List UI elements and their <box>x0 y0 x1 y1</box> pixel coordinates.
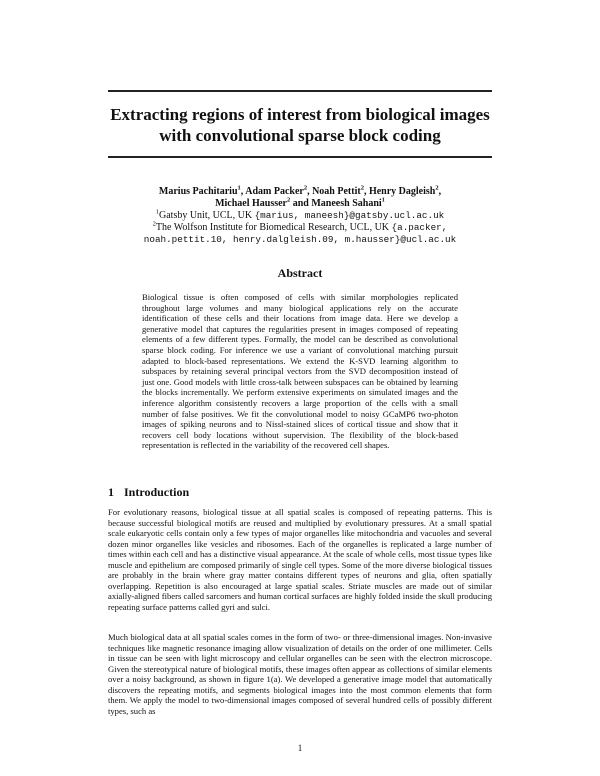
affiliation-marker: 2 <box>152 220 156 228</box>
affiliation-marker: 1 <box>381 196 385 204</box>
abstract-heading: Abstract <box>277 266 323 280</box>
paper-title <box>80 104 520 146</box>
author-name: , Noah Pettit <box>307 186 361 197</box>
affiliation-text: The Wolfson Institute for Biomedical Research, UCL, UK <box>155 222 392 233</box>
author-separator: , <box>438 186 442 197</box>
intro-paragraph-2: Much biological data at all spatial scales comes in the form of two- or three-dimensional images. Non-invasive techniques like magnetic resonance imaging allow visualization of details on the order of one millimeter. Cells in tissue can be seen with light microscopy and cellular organelles can be seen with the electron microscope. Given the stereotypical nature of biological motifs, these images often appear as collections of similar elements over a noisy background, as shown in figure 1(a). We developed a generative image model that automatically discovers the repeating motifs, and segments biological images into the most common elements that form them. We apply the model to two-dimensional images composed of several hundred cells of possibly different types, such as <box>108 632 492 716</box>
author-block <box>80 186 520 246</box>
abstract-text: Biological tissue is often composed of cells with similar morphologies replicated throughout large volumes and many biological applications rely on the accurate identification of these cells and their locations from image data. Here we develop a generative model that captures the regularities present in images composed of repeating elements of a few different types. Formally, the model can be described as convolutional sparse block coding. For inference we use a variant of convolutional matching pursuit adapted to block-based representations. We extend the K-SVD learning algorithm to subspaces by retaining several principal vectors from the SVD decomposition instead of just one. Good models with little cross-talk between subspaces can be obtained by learning the blocks incrementally. We perform extensive experiments on simulated images and the inference algorithm consistently recovers a large proportion of the cells with a small number of false positives. We fit the convolutional model to noisy GCaMP6 two-photon images of spiking neurons and to Nissl-stained slices of cortical tissue and show that it recovers cell body locations without supervision. The flexibility of the block-based representation is reflected in the variability of the recovered cell shapes. <box>142 292 458 451</box>
email-list: noah.pettit.10, henry.dalgleish.09, m.hausser}@ucl.ac.uk <box>143 234 457 245</box>
author-names-line-2 <box>80 198 520 210</box>
section-heading <box>108 485 189 500</box>
title-bottom-rule <box>108 156 492 158</box>
email-list: {marius, maneesh}@gatsby.ucl.ac.uk <box>254 210 445 221</box>
affiliation-marker: 2 <box>303 184 308 192</box>
author-name: and Maneesh Sahani <box>290 198 382 209</box>
affiliation-marker: 2 <box>287 196 291 204</box>
title-line-1: Extracting regions of interest from biological images <box>110 105 490 124</box>
title-top-rule <box>108 90 492 92</box>
affiliation-2 <box>80 222 520 234</box>
author-names-line-1 <box>80 186 520 198</box>
section-number: 1 <box>108 485 114 499</box>
author-name: Michael Hausser <box>215 198 287 209</box>
affiliation-2-emails <box>80 234 520 246</box>
page-number: 1 <box>297 743 303 753</box>
affiliation-text: Gatsby Unit, UCL, UK <box>159 210 255 221</box>
intro-paragraph-1: For evolutionary reasons, biological tissue at all spatial scales is composed of repeating patterns. This is because successful biological motifs are reused and multiplied by evolutionary pressures. At a small spatial scale eukaryotic cells contain only a few types of major organelles like mitochondria and vacuoles and several dozen minor organelles like vesicles and ribosomes. Each of the organelles is replicated a large number of times within each cell and has a distinctive visual appearance. At the scale of whole cells, most tissue types like muscle and epithelium are composed primarily of single cell types. Some of the more diverse biological tissues are probably in the brain where gray matter contains different types of neurons and glia, often spatially overlapping. Repetition is also encouraged at large spatial scales. Striate muscles are made out of similar axially-aligned fibers called sarcomers and human cortical surfaces are highly folded inside the skull producing repeating surface patterns called gyri and sulci. <box>108 507 492 612</box>
affiliation-marker: 2 <box>360 184 364 192</box>
email-list: {a.packer, <box>391 222 448 233</box>
affiliation-1 <box>80 210 520 222</box>
author-name: , Adam Packer <box>240 186 304 197</box>
author-name: , Henry Dagleish <box>363 186 436 197</box>
section-title: Introduction <box>124 485 190 499</box>
author-name: Marius Pachitariu <box>158 186 238 197</box>
title-line-2: with convolutional sparse block coding <box>159 126 441 145</box>
affiliation-marker: 2 <box>435 184 439 192</box>
affiliation-marker: 1 <box>237 184 241 192</box>
affiliation-marker: 1 <box>155 208 159 216</box>
